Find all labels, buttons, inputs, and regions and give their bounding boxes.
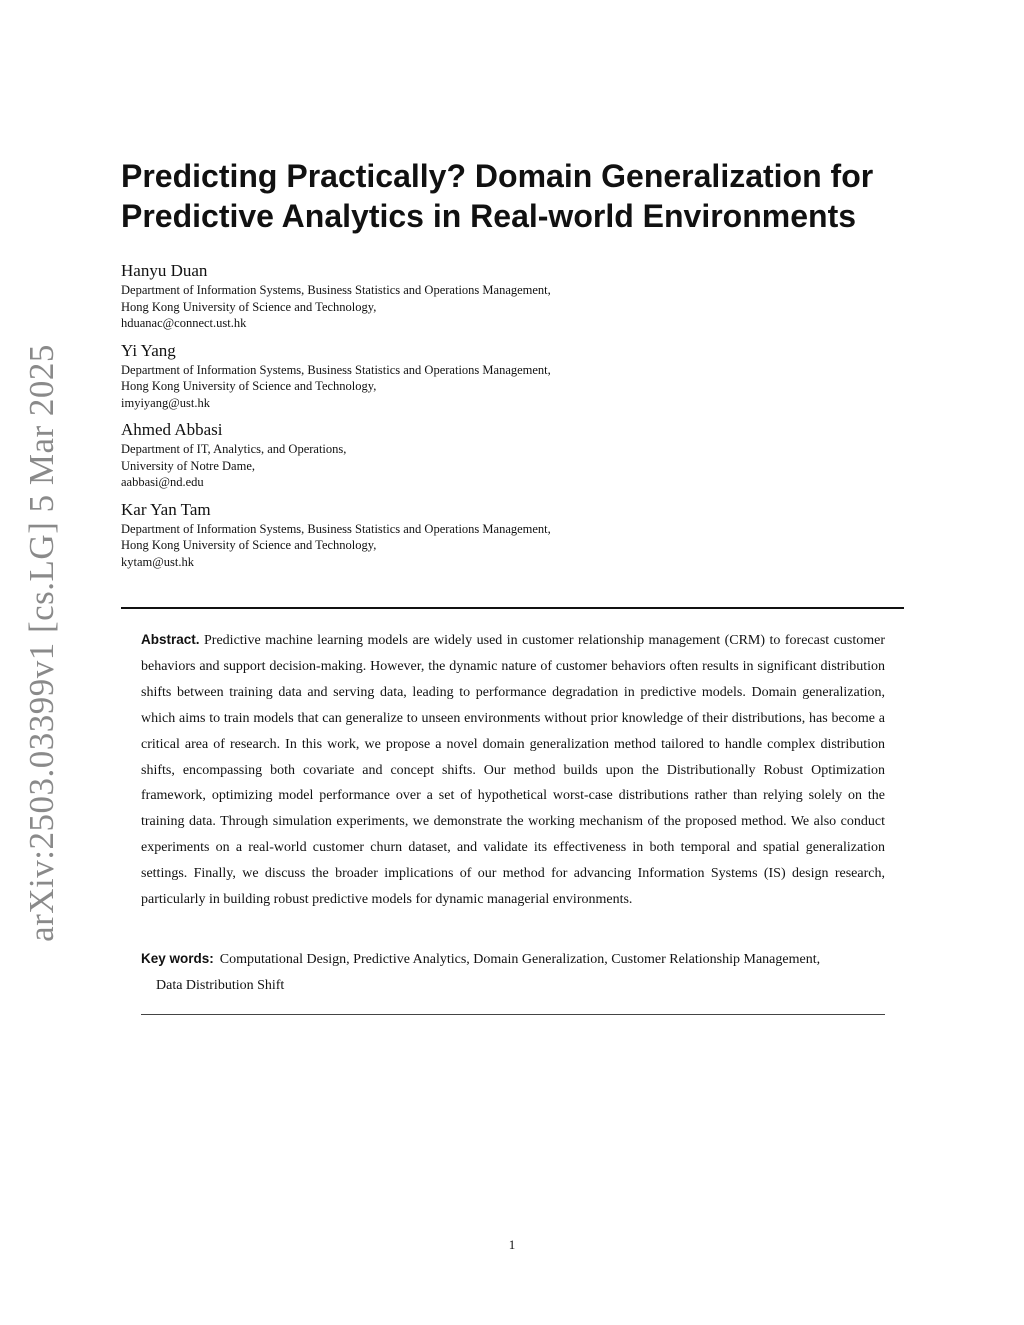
arxiv-identifier: arXiv:2503.03399v1 [cs.LG] 5 Mar 2025 <box>22 344 61 942</box>
keywords-text-1: Computational Design, Predictive Analytics, Domain Generalization, Customer Relationship Management, <box>219 952 821 967</box>
keywords-line-1 <box>141 946 885 973</box>
author-institution: Hong Kong University of Science and Technology, <box>121 379 377 393</box>
author-department: Department of IT, Analytics, and Operations, <box>121 442 347 456</box>
paper-title <box>121 156 921 236</box>
author-name: Yi Yang <box>121 340 176 360</box>
author-name: Hanyu Duan <box>121 261 208 280</box>
page-number: 1 <box>508 1237 516 1252</box>
abstract-top-rule <box>121 607 904 609</box>
author-block <box>121 340 821 412</box>
author-block <box>121 499 821 571</box>
author-email: kytam@ust.hk <box>121 554 194 569</box>
author-institution: Hong Kong University of Science and Technology, <box>121 538 377 552</box>
author-name: Ahmed Abbasi <box>121 420 223 439</box>
author-block <box>121 260 821 332</box>
keywords-label: Key words: <box>141 951 214 966</box>
abstract-bottom-rule <box>141 1014 885 1015</box>
abstract <box>141 627 885 913</box>
author-name: Kar Yan Tam <box>121 499 211 519</box>
abstract-label: Abstract. <box>141 632 200 647</box>
author-email: aabbasi@nd.edu <box>121 475 204 489</box>
paper-title-line-1: Predicting Practically? Domain Generalization for <box>121 158 874 194</box>
author-institution: Hong Kong University of Science and Technology, <box>121 299 377 314</box>
author-block <box>121 419 821 491</box>
author-list <box>121 260 821 570</box>
author-email: imyiyang@ust.hk <box>121 395 210 410</box>
abstract-text: Predictive machine learning models are widely used in customer relationship management (CRM) to forecast customer behaviors and support decision-making. However, the dynamic nature of customer behaviors often results in significant distribution shifts between training data and serving data, leading to performance degradation in predictive models. Domain generalization, which aims to train models that can generalize to unseen environments without prior knowledge of their distributions, has become a critical area of research. In this work, we propose a novel domain generalization method tailored to handle complex distribution shifts, encompassing both covariate and concept shifts. Our method builds upon the Distributionally Robust Optimization framework, optimizing model performance over a set of hypothetical worst-case distributions rather than relying solely on the training data. Through simulation experiments, we demonstrate the working mechanism of the proposed method. We also conduct experiments on a real-world customer churn dataset, and validate its effectiveness in both temporal and spatial generalization settings. Finally, we discuss the broader implications of our method for advancing Information Systems (IS) design research, particularly in building robust predictive models for dynamic managerial environments. <box>141 633 886 908</box>
author-department: Department of Information Systems, Business Statistics and Operations Management, <box>121 521 551 536</box>
author-email: hduanac@connect.ust.hk <box>121 316 247 330</box>
author-department: Department of Information Systems, Business Statistics and Operations Management, <box>121 362 551 377</box>
paper-title-line-2: Predictive Analytics in Real-world Environments <box>121 198 857 234</box>
author-department: Department of Information Systems, Business Statistics and Operations Management, <box>121 283 551 297</box>
keywords <box>141 946 885 999</box>
keywords-line-2: Data Distribution Shift <box>156 978 285 993</box>
author-institution: University of Notre Dame, <box>121 458 255 473</box>
